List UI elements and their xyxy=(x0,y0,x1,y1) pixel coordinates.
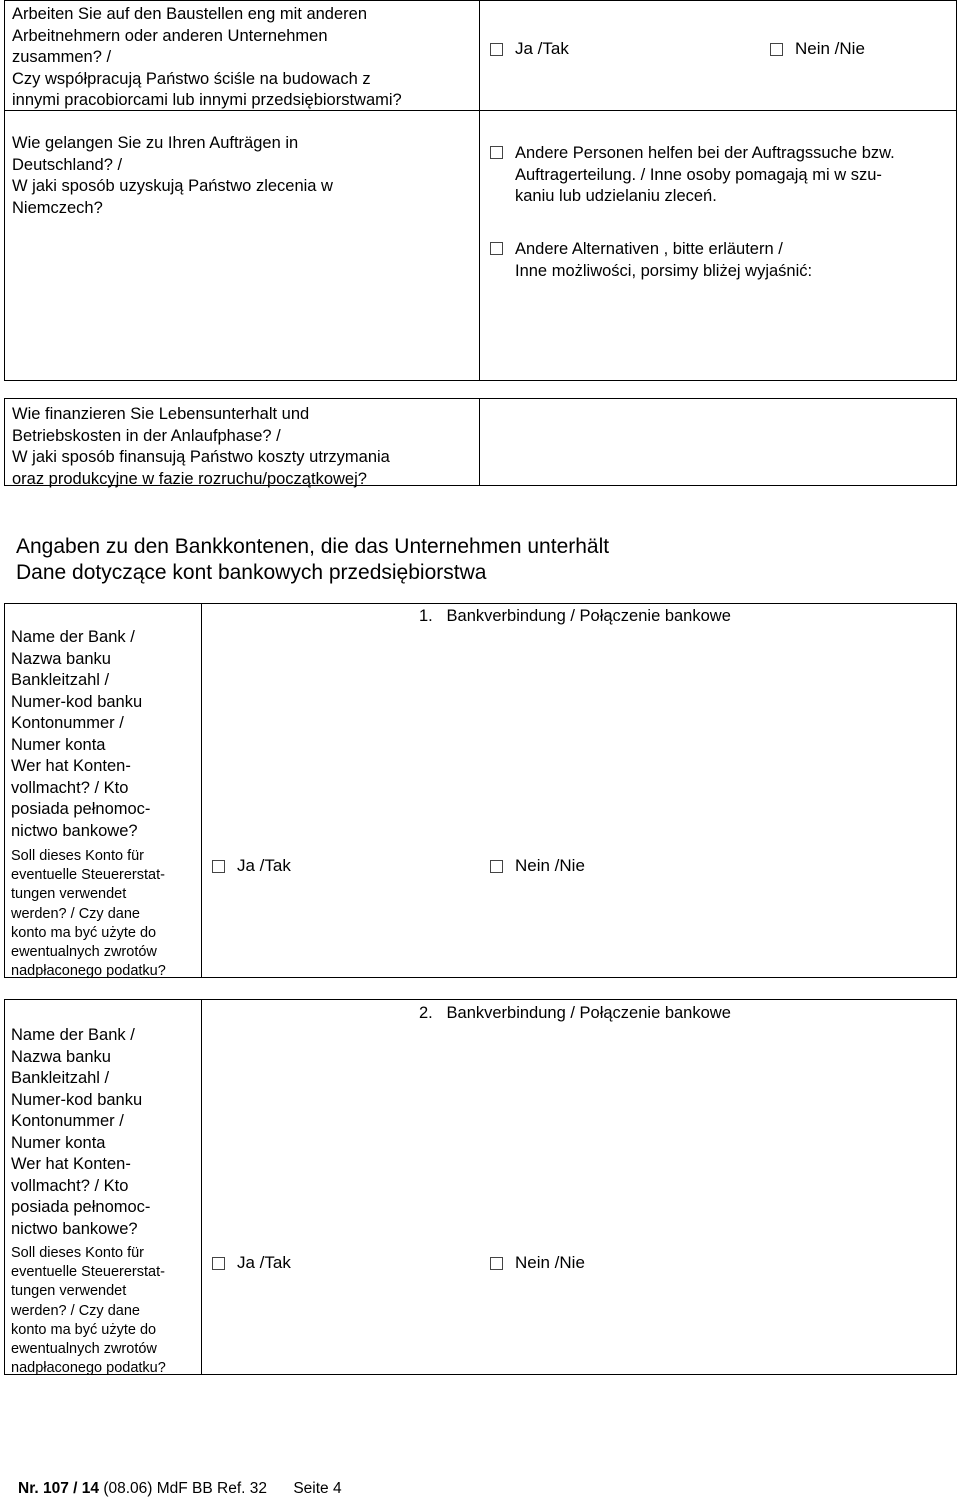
bank2-labels-cell xyxy=(4,999,202,1375)
checkbox-icon[interactable] xyxy=(490,242,503,255)
checkbox-icon[interactable] xyxy=(770,43,783,56)
checkbox-icon[interactable] xyxy=(490,146,503,159)
q1-option-yes-label: Ja /Tak xyxy=(515,39,569,58)
bank2-refund-yes-label: Ja /Tak xyxy=(237,1253,291,1272)
bank2-refund-yes[interactable] xyxy=(212,1253,291,1273)
checkbox-icon[interactable] xyxy=(490,860,503,873)
checkbox-icon[interactable] xyxy=(212,860,225,873)
bank1-refund-question: Soll dieses Konto für eventuelle Steuererstat- tungen verwendet werden? / Czy dane konto ma być użyte do ewentualnych zwrotów nadpłaconego podatku? xyxy=(11,848,166,980)
q1-option-yes[interactable] xyxy=(490,39,569,59)
bank1-refund-no-label: Nein /Nie xyxy=(515,856,585,875)
page-footer xyxy=(18,1480,342,1498)
bank2-field-labels: Name der Bank / Nazwa banku Bankleitzahl / Numer-kod banku Kontonummer / Numer konta Wer hat Konten- vollmacht? / Kto posiada pełnomoc- nictwo bankowe? xyxy=(11,1026,151,1238)
q1-question-text: Arbeiten Sie auf den Baustellen eng mit anderen Arbeitnehmern oder anderen Unternehmen zusammen? / Czy współpracują Państwo ściśle na budowach z innymi pracobiorcami lub innymi przedsiębiorstwami? xyxy=(12,5,402,109)
q2-option-helpers-label: Andere Personen helfen bei der Auftragssuche bzw. Auftragerteilung. / Inne osoby pomagają mi w szu- kaniu lub udzielaniu zleceń. xyxy=(515,144,895,205)
bank1-details-cell xyxy=(201,603,957,978)
bank2-title: 2. Bankverbindung / Połączenie bankowe xyxy=(419,1004,731,1022)
q2-answer-cell xyxy=(479,110,957,381)
q1-option-no-label: Nein /Nie xyxy=(795,39,865,58)
q2-option-other[interactable] xyxy=(490,239,812,282)
q1-answer-cell xyxy=(479,0,957,111)
q1-option-no[interactable] xyxy=(770,39,865,59)
bank2-refund-no[interactable] xyxy=(490,1253,585,1273)
q3-question-cell xyxy=(4,398,480,486)
bank2-refund-no-label: Nein /Nie xyxy=(515,1253,585,1272)
bank1-labels-cell xyxy=(4,603,202,978)
bank2-details-cell xyxy=(201,999,957,1375)
footer-reference: (08.06) MdF BB Ref. 32 xyxy=(103,1480,268,1497)
bank1-title: 1. Bankverbindung / Połączenie bankowe xyxy=(419,607,731,625)
q3-answer-field[interactable] xyxy=(479,398,957,486)
bank1-refund-yes-label: Ja /Tak xyxy=(237,856,291,875)
footer-form-number: Nr. 107 / 14 xyxy=(18,1480,100,1497)
q2-question-cell xyxy=(4,110,480,381)
bank1-refund-no[interactable] xyxy=(490,856,585,876)
footer-page-number: Seite 4 xyxy=(293,1480,342,1497)
q2-option-other-label: Andere Alternativen , bitte erläutern / Inne możliwości, porsimy bliżej wyjaśnić: xyxy=(515,240,813,280)
checkbox-icon[interactable] xyxy=(490,43,503,56)
checkbox-icon[interactable] xyxy=(490,1257,503,1270)
bank2-refund-question: Soll dieses Konto für eventuelle Steuererstat- tungen verwendet werden? / Czy dane konto ma być użyte do ewentualnych zwrotów nadpłaconego podatku? xyxy=(11,1245,166,1377)
bank1-field-labels: Name der Bank / Nazwa banku Bankleitzahl / Numer-kod banku Kontonummer / Numer konta Wer hat Konten- vollmacht? / Kto posiada pełnomoc- nictwo bankowe? xyxy=(11,628,151,840)
q2-option-helpers[interactable] xyxy=(490,143,895,208)
q2-question-text: Wie gelangen Sie zu Ihren Aufträgen in Deutschland? / W jaki sposób uzyskują Państwo zlecenia w Niemczech? xyxy=(12,134,333,217)
section-heading: Angaben zu den Bankkontenen, die das Unternehmen unterhält Dane dotyczące kont bankowych przedsiębiorstwa xyxy=(16,535,610,584)
bank1-refund-yes[interactable] xyxy=(212,856,291,876)
q1-question-cell xyxy=(4,0,480,111)
checkbox-icon[interactable] xyxy=(212,1257,225,1270)
q3-question-text: Wie finanzieren Sie Lebensunterhalt und Betriebskosten in der Anlaufphase? / W jaki sposób finansują Państwo koszty utrzymania oraz produkcyjne w fazie rozruchu/początkowej? xyxy=(12,405,390,488)
